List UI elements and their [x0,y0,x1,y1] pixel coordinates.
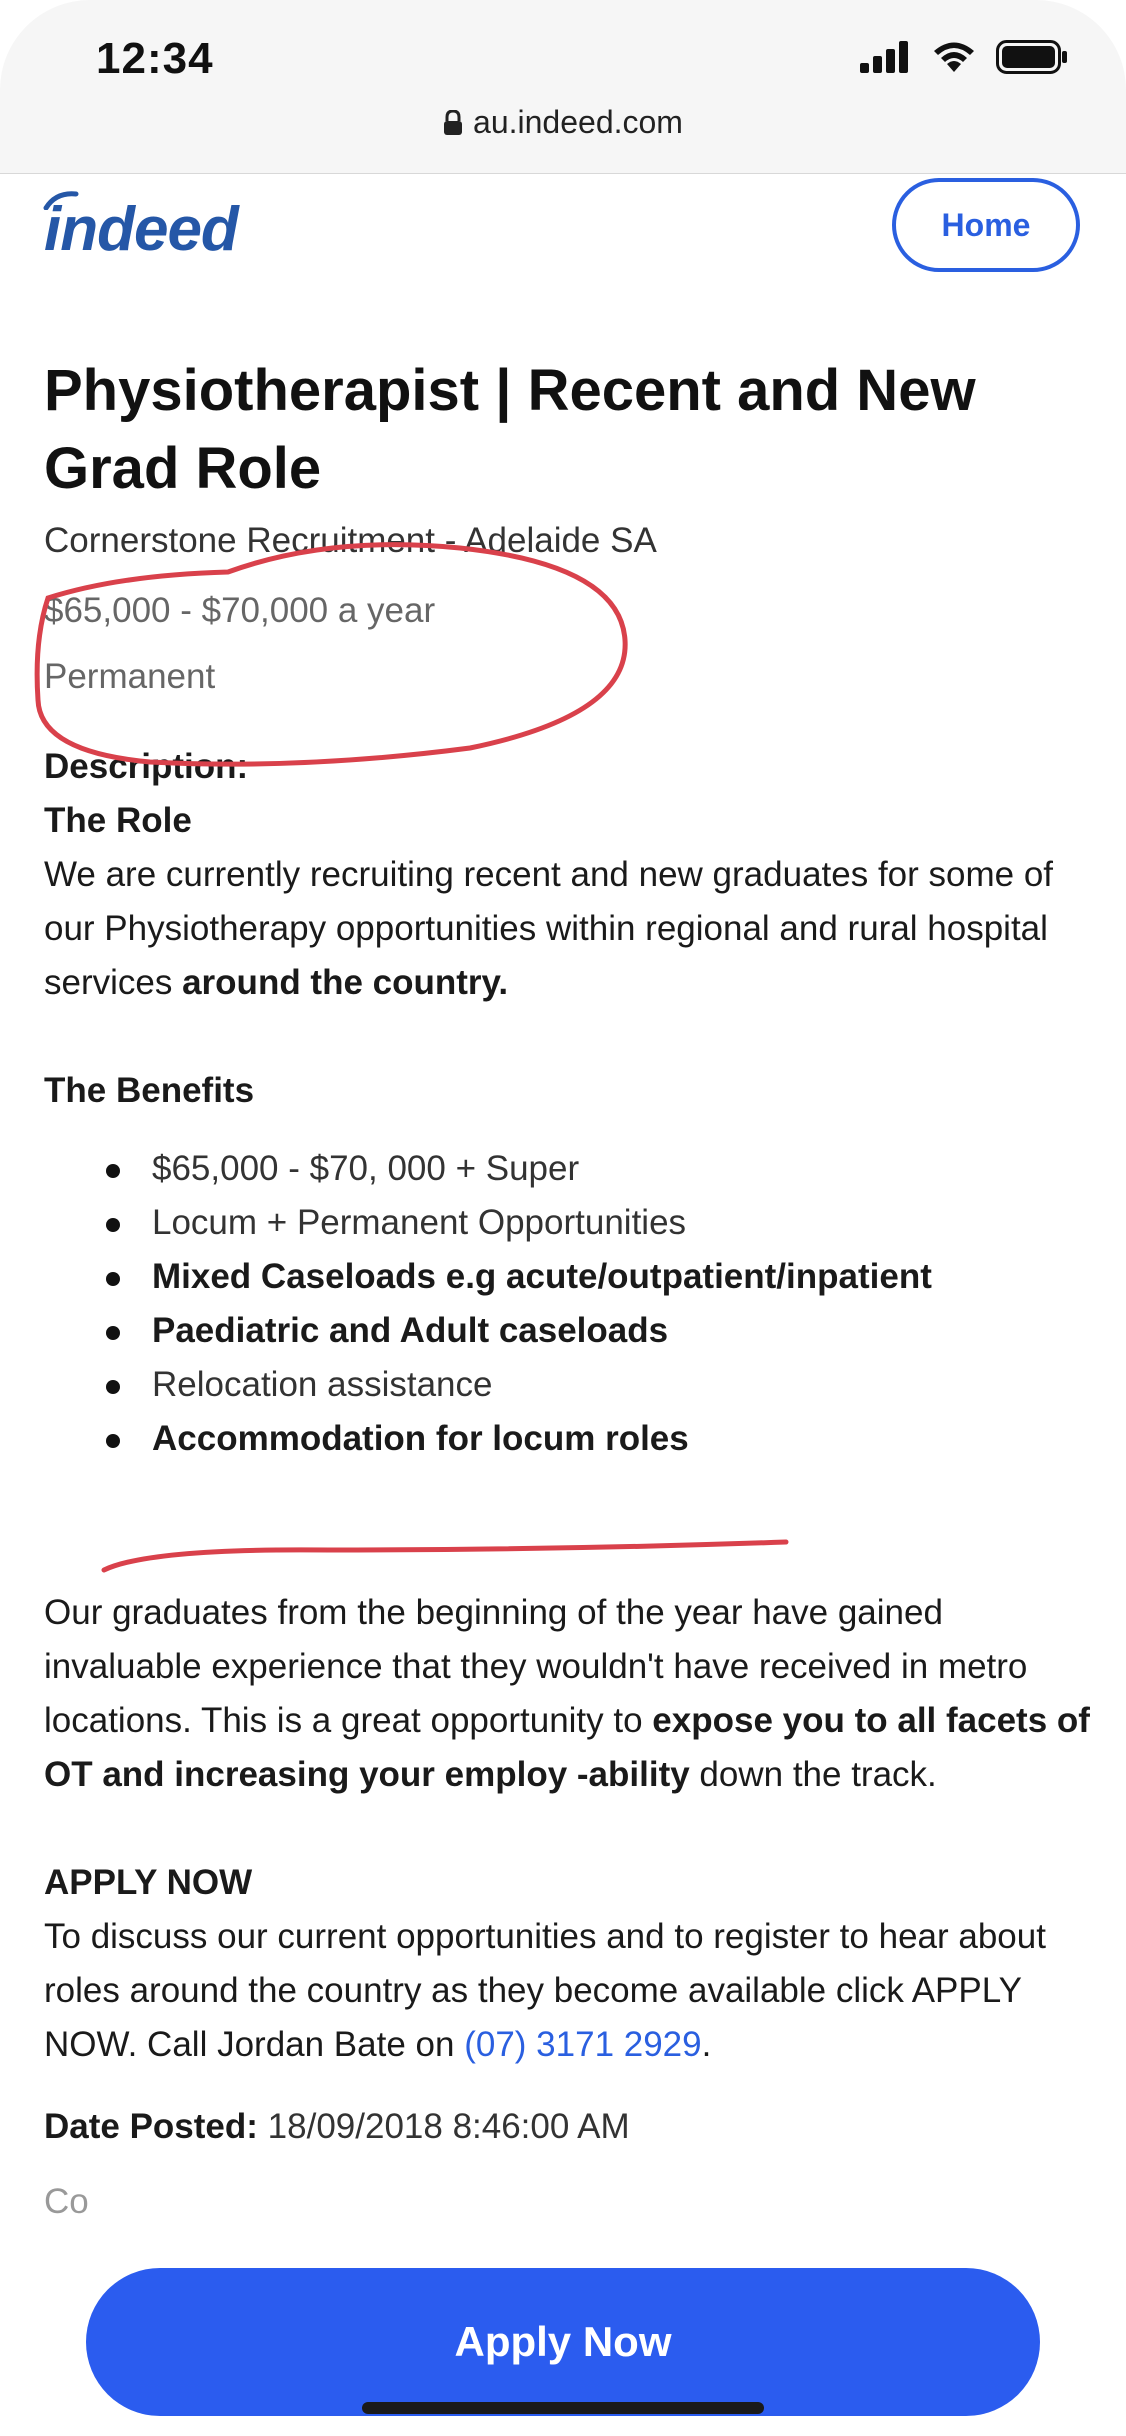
list-item: Locum + Permanent Opportunities [152,1196,1094,1250]
home-indicator [362,2402,764,2414]
role-paragraph: We are currently recruiting recent and new graduates for some of our Physiotherapy opportunities within regional and rural hospital services around the country. [44,855,1054,1002]
status-icons [860,40,1068,74]
truncated-text: Co [44,2182,89,2221]
lock-icon [443,110,463,136]
signal-icon [860,41,912,73]
benefits-list [44,1142,1094,1466]
job-description [44,740,1094,2072]
list-item: Paediatric and Adult caseloads [152,1304,1094,1358]
company-location: Cornerstone Recruitment - Adelaide SA [44,521,657,560]
list-item: Relocation assistance [152,1358,1094,1412]
description-heading: Description: [44,747,249,786]
job-title: Physiotherapist | Recent and New Grad Role [44,358,976,501]
list-item: Accommodation for locum roles [152,1412,1094,1466]
home-button[interactable]: Home [892,178,1080,272]
job-type: Permanent [44,657,216,696]
status-time: 12:34 [96,34,214,83]
phone-link[interactable]: (07) 3171 2929 [464,2025,702,2064]
job-details [44,352,1094,2222]
apply-now-heading: APPLY NOW [44,1863,253,1902]
wifi-icon [932,40,976,74]
browser-chrome [0,0,1126,174]
apply-paragraph: To discuss our current opportunities and to register to hear about roles around the country as they become available click APPLY NOW. Call Jordan Bate on (07) 3171 2929. [44,1917,1046,2064]
benefits-heading: The Benefits [44,1071,255,1110]
graduates-paragraph: Our graduates from the beginning of the year have gained invaluable experience that they wouldn't have received in metro locations. This is a great opportunity to expose you to all facets of OT and increasing your employ -ability down the track. [44,1593,1090,1794]
battery-icon [996,40,1068,74]
url-bar[interactable] [0,104,1126,141]
url-text: au.indeed.com [473,104,683,140]
role-heading: The Role [44,801,192,840]
list-item: $65,000 - $70, 000 + Super [152,1142,1094,1196]
indeed-logo[interactable]: indeed [44,195,238,264]
date-posted: Date Posted: 18/09/2018 8:46:00 AM [44,2107,630,2146]
list-item: Mixed Caseloads e.g acute/outpatient/inpatient [152,1250,1094,1304]
apply-now-button[interactable]: Apply Now [86,2268,1040,2416]
salary: $65,000 - $70,000 a year [44,591,436,630]
